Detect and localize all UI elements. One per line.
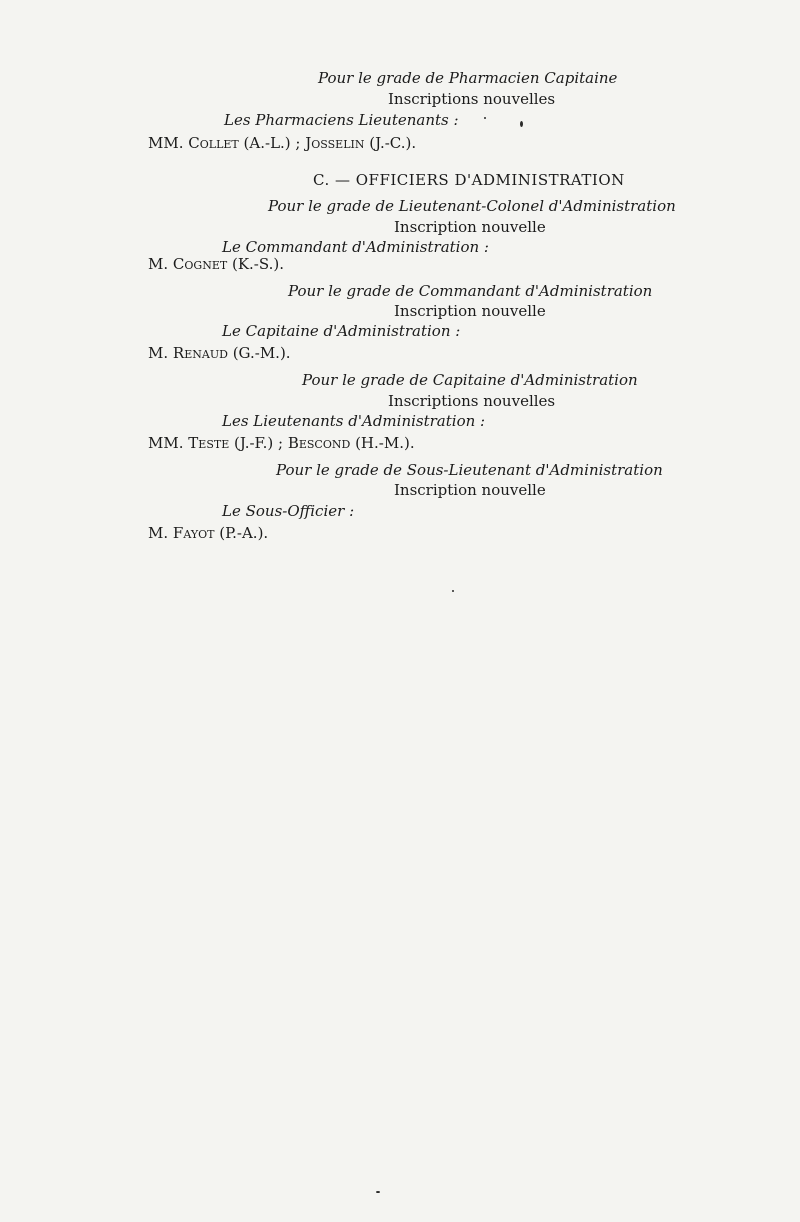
scan-speck	[484, 117, 486, 119]
initials: (J.-F.)	[234, 434, 274, 452]
names-line	[148, 523, 268, 543]
rank-heading: Les Lieutenants d'Administration :	[222, 412, 486, 430]
inscription-label: Inscription nouvelle	[394, 481, 546, 499]
inscription-label: Inscription nouvelle	[394, 302, 546, 320]
inscription-label: Inscriptions nouvelles	[388, 392, 556, 410]
rank-heading: Le Sous-Officier :	[222, 502, 355, 520]
surname: Collet	[188, 134, 239, 152]
names-prefix: MM.	[148, 434, 184, 452]
surname: Fayot	[172, 524, 215, 542]
names-prefix: M.	[148, 344, 169, 362]
scan-speck	[452, 590, 454, 592]
surname: Josselin	[305, 134, 365, 152]
surname: Cognet	[172, 255, 228, 273]
initials: (G.-M.).	[232, 344, 291, 362]
rank-heading: Les Pharmaciens Lieutenants :	[224, 111, 459, 129]
names-line: MM. Collet (A.-L.) ; Josselin (J.-C.).	[148, 134, 417, 152]
rank-heading: Le Capitaine d'Administration :	[222, 322, 461, 340]
grade-line-pharmacien-capitaine: Pour le grade de Pharmacien Capitaine	[318, 69, 618, 87]
section-title: C. — OFFICIERS D'ADMINISTRATION	[313, 171, 625, 189]
initials: (H.-M.).	[355, 434, 415, 452]
inscription-label: Inscriptions nouvelles	[388, 90, 556, 108]
inscription-label: Inscription nouvelle	[394, 218, 546, 236]
rank-heading: Le Commandant d'Administration :	[222, 238, 489, 256]
names-line	[148, 254, 284, 274]
grade-line-sous-lieutenant: Pour le grade de Sous-Lieutenant d'Administration	[276, 461, 663, 479]
names-prefix: M.	[148, 255, 169, 273]
grade-line-lieutenant-colonel: Pour le grade de Lieutenant-Colonel d'Administration	[268, 197, 676, 215]
surname: Renaud	[172, 344, 228, 362]
names-line: MM. Teste (J.-F.) ; Bescond (H.-M.).	[148, 434, 415, 452]
scan-speck	[376, 1191, 380, 1193]
grade-line-capitaine: Pour le grade de Capitaine d'Administration	[302, 371, 638, 389]
surname: Bescond	[287, 434, 351, 452]
initials: (P.-A.).	[219, 524, 269, 542]
names-prefix: M.	[148, 524, 169, 542]
names-prefix: MM.	[148, 134, 184, 152]
initials: (K.-S.).	[231, 255, 285, 273]
initials: (A.-L.)	[243, 134, 291, 152]
initials: (J.-C.).	[369, 134, 417, 152]
surname: Teste	[188, 434, 230, 452]
scan-speck	[520, 121, 523, 127]
grade-line-commandant: Pour le grade de Commandant d'Administration	[288, 282, 653, 300]
names-line	[148, 343, 291, 363]
